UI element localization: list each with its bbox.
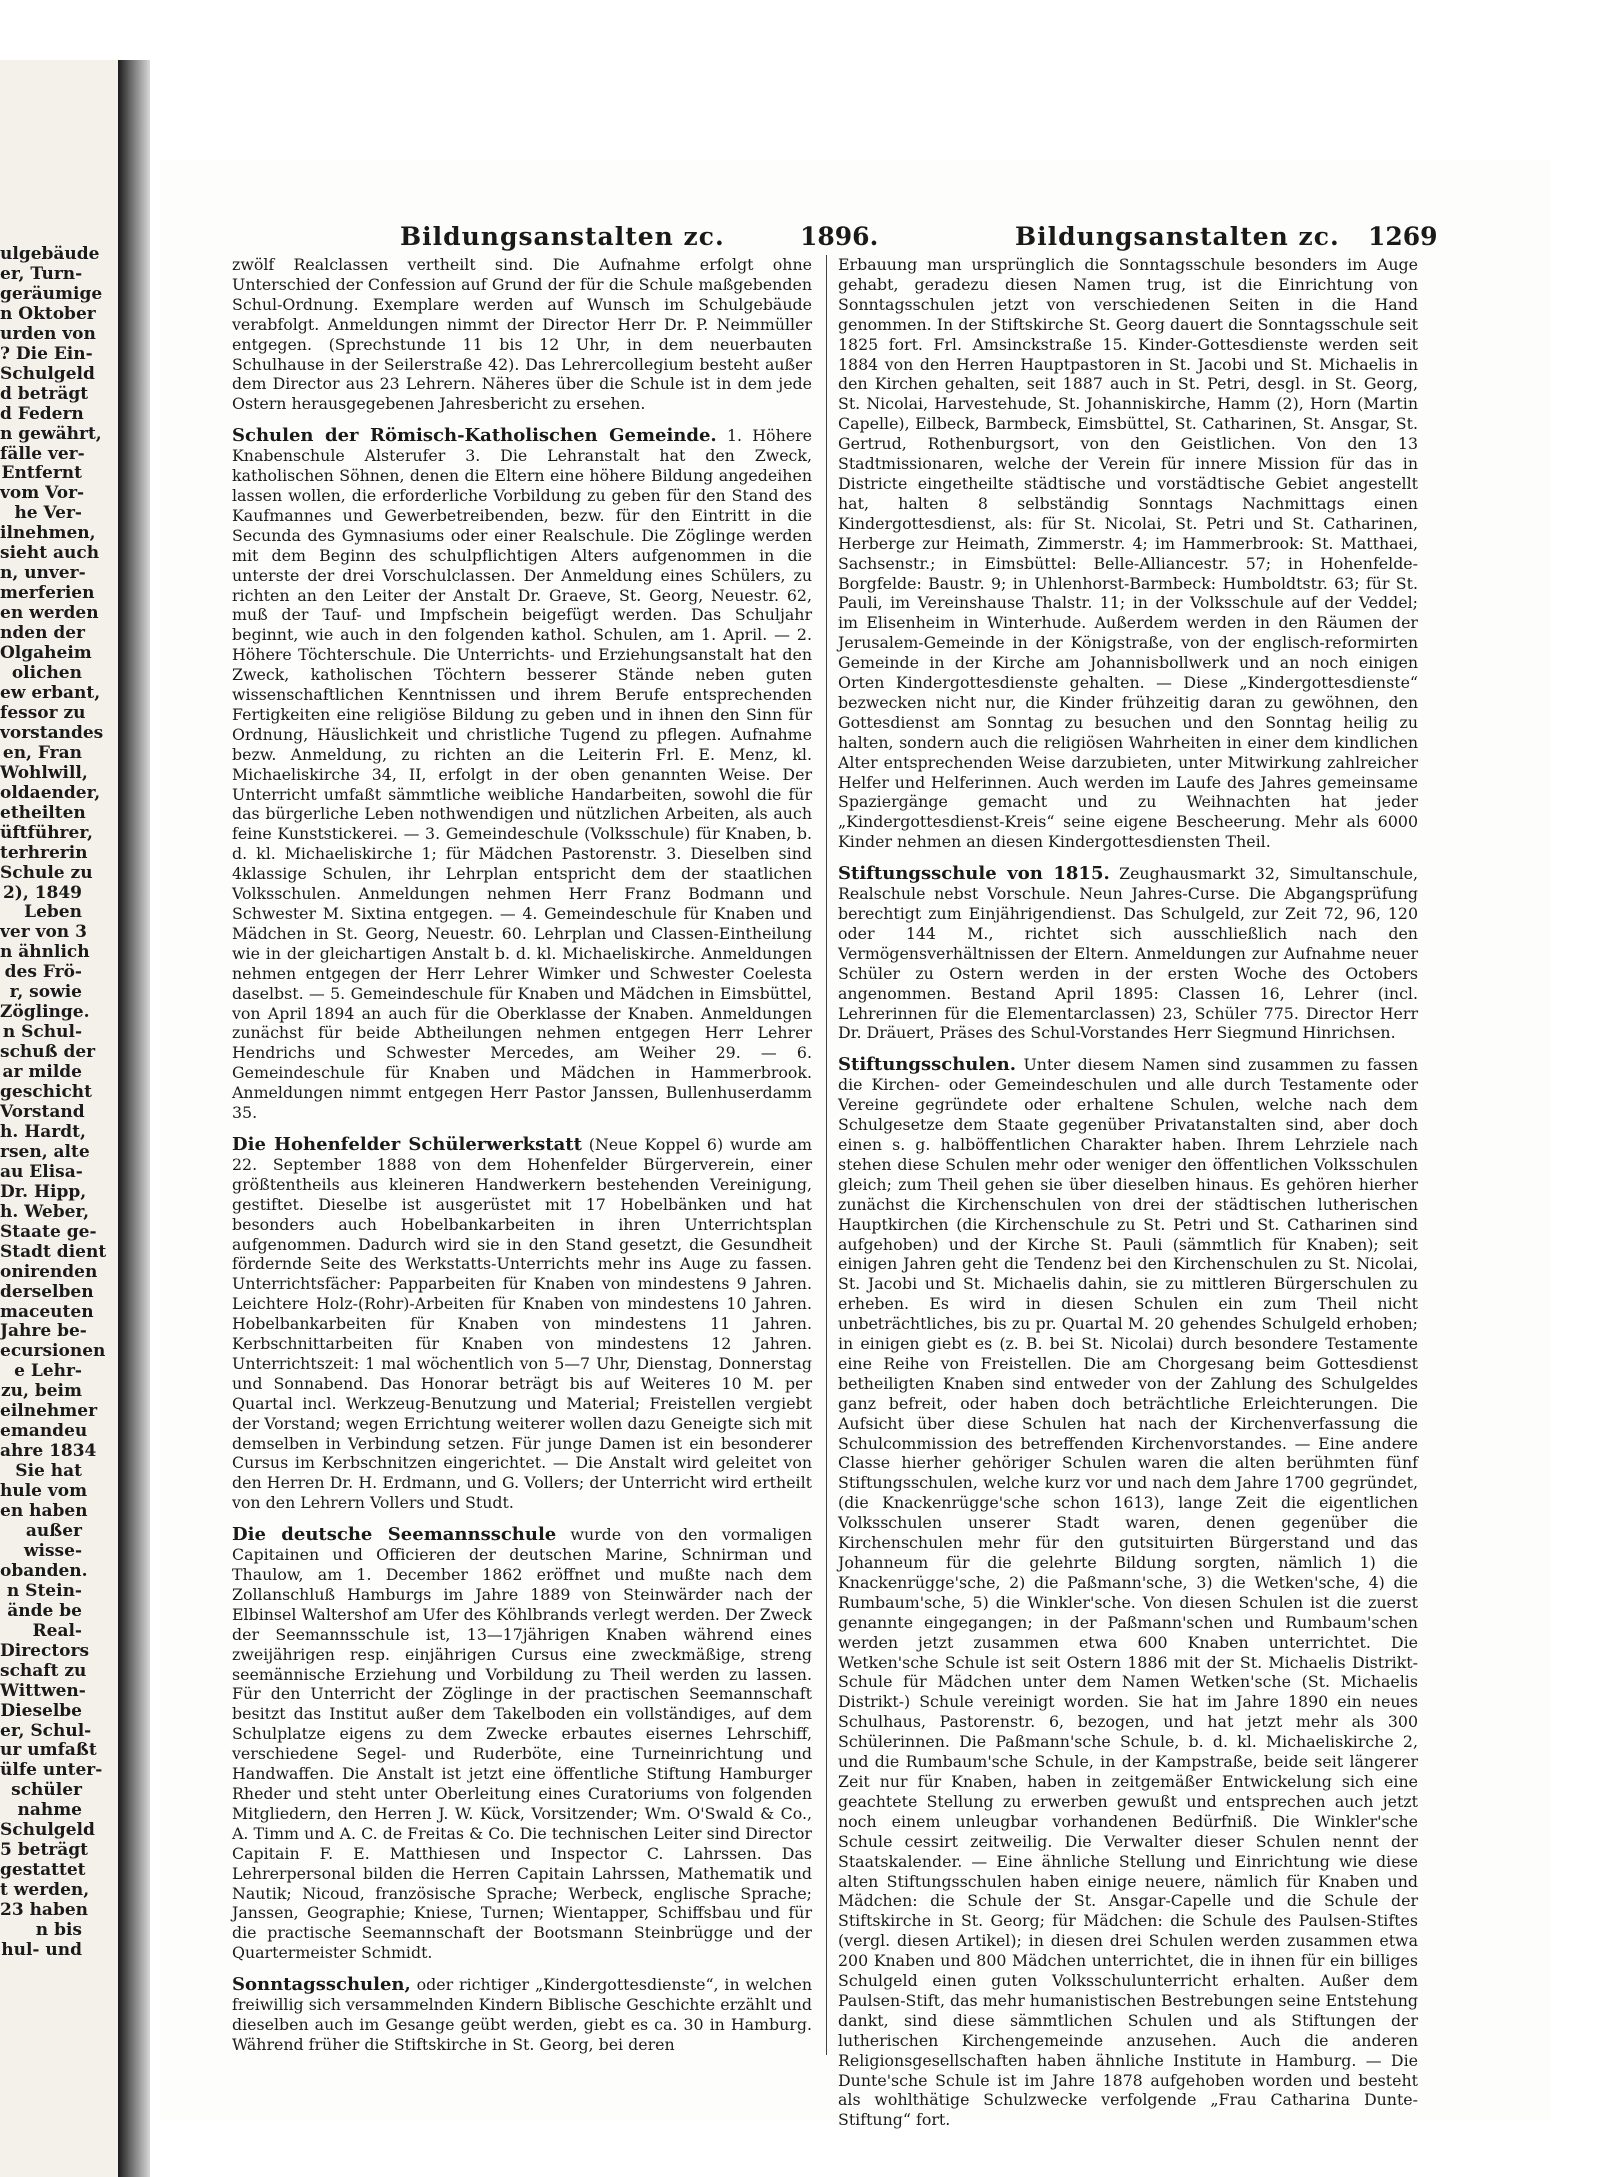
article-body: wurde von den vormaligen Capitainen und Officieren der deutschen Marine, Schnirman und Thaulow, am 1. December 1862 eröffnet und mußte nach dem Zollanschluß Hamburgs im Jahre 1889 von Steinwärder nach der Elbinsel Waltershof am Ufer des Köhlbrands verlegt werden. Der Zweck der Seemannsschule ist, 13—17jährigen Knaben während eines zweijährigen resp. einjährigen Cursus eine zweckmäßige, streng seemännische Erziehung und Vorbildung zu Theil werden zu lassen. Für den Unterricht der Zöglinge in der practischen Seemannschaft besitzt das Institut außer dem Takelboden ein vollständiges, auf dem Schulplatze eigens zu dem Zwecke erbautes eisernes Lehrschiff, verschiedene Segel- und Ruderböte, eine Turneinrichtung und Handwaffen. Die Anstalt ist jetzt eine öffentliche Stiftung Hamburger Rheder und steht unter Oberleitung eines Curatoriums von folgenden Mitgliedern, den Herren J. W. Kück, Vorsitzender; Wm. O'Swald & Co., A. Timm und A. C. de Freitas & Co. Die technischen Leiter sind Director Capitain F. E. Matthiesen und Inspector C. Lahrssen. Das Lehrerpersonal bilden die Herren Capitain Lahrssen, Mathematik und Nautik; Nicoud, französische Sprache; Werbeck, englische Sprache; Janssen, Geographie; Kniese, Turnen; Wientapper, Schiffsbau und für die practische Seemannschaft der Bootsmann Steinbrügge und der Quartermeister Schmidt.	[232, 1525, 812, 1963]
facing-page-line: Leben	[24, 902, 82, 923]
facing-page-line: Schulgeld	[0, 363, 95, 384]
facing-page-line: e Lehr-	[14, 1361, 82, 1382]
article-body: (Neue Koppel 6) wurde am 22. September 1888 von dem Hohenfelder Bürgerverein, einer größtentheils aus kleineren Handwerkern bestehenden Vereinigung, gestiftet. Dieselbe ist ausgerüstet mit 17 Hobelbänken und hat besonders auch Hobelbankarbeiten in ihren Unterrichtsplan aufgenommen. Dadurch wird sie in den Stand gesetzt, die Gesundheit fördernde Seite des Werkstatts-Unterrichts mehr ins Auge zu fassen. Unterrichtsfächer: Papparbeiten für Knaben von mindestens 9 Jahren. Leichtere Holz-(Rohr)-Arbeiten für Knaben von mindestens 10 Jahren. Hobelbankarbeiten für Knaben von mindestens 11 Jahren. Kerbschnittarbeiten für Knaben von mindestens 12 Jahren. Unterrichtszeit: 1 mal wöchentlich von 5—7 Uhr, Dienstag, Donnerstag und Sonnabend. Das Honorar beträgt bis auf Weiteres 10 M. per Quartal incl. Werkzeug-Benutzung und Material; Freistellen vergiebt der Vorstand; wegen Errichtung weiterer wollen dazu Geneigte sich mit demselben in Verbindung setzen. Für junge Damen ist ein besonderer Cursus im Kerbschnitzen eingerichtet. — Die Anstalt wird geleitet von den Herren Dr. H. Erdmann, und G. Vollers; der Unterricht wird ertheilt von den Lehrern Vollers und Studt.	[232, 1134, 812, 1513]
facing-page-line: en, Fran	[2, 742, 82, 763]
facing-page-line: ur umfaßt	[0, 1740, 97, 1761]
facing-page-line: Jahre be-	[0, 1321, 87, 1342]
facing-page-line: Olgaheim	[0, 643, 92, 664]
facing-page-line: n Oktober	[0, 303, 96, 324]
facing-page-line: ülfe unter-	[0, 1760, 103, 1781]
facing-page-line: en werden	[0, 603, 99, 624]
facing-page-line: he Ver-	[14, 503, 82, 524]
facing-page-line: fälle ver-	[0, 443, 85, 464]
article-body: Zeughausmarkt 32, Simultanschule, Realschule nebst Vorschule. Neun Jahres-Curse. Die Abgangsprüfung berechtigt zum Einjährigendienst. Das Schulgeld, zur Zeit 72, 96, 120 oder 144 M., richtet sich ausschließlich nach den Vermögensverhältnissen der Eltern. Anmeldungen zur Aufnahme neuer Schüler zu Ostern werden in der ersten Woche des Octobers angenommen. Bestand April 1895: Classen 16, Lehrer (incl. Lehrerinnen für die Elementarclassen) 23, Schüler 775. Director Herr Dr. Dräuert, Präses des Schul-Vorstandes Herr Siegmund Hinrichsen.	[838, 864, 1418, 1043]
facing-page-line: schüler	[11, 1780, 82, 1801]
facing-page-line: schaft zu	[0, 1660, 87, 1681]
facing-page-line: n Schul-	[2, 1022, 82, 1043]
facing-page-line: fessor zu	[0, 702, 86, 723]
facing-page-line: Dr. Hipp,	[0, 1181, 87, 1202]
facing-page-line: n bis	[35, 1920, 82, 1941]
facing-page-line: Sie hat	[15, 1461, 82, 1482]
facing-page-line: nahme	[17, 1800, 82, 1821]
facing-page-line: h. Hardt,	[0, 1121, 86, 1142]
facing-page-line: ? Die Ein-	[0, 343, 93, 364]
article-heading: Stiftungsschulen.	[838, 1054, 1017, 1076]
facing-page-line: Wohlwill,	[0, 762, 88, 783]
facing-page-line: ahre 1834	[0, 1441, 97, 1462]
facing-page-line: Schule zu	[0, 862, 93, 883]
article-paragraph	[232, 1135, 812, 1513]
facing-page-line: des Frö-	[4, 962, 82, 983]
facing-page-line: 23 haben	[0, 1900, 89, 1921]
article-paragraph	[838, 1055, 1418, 2130]
article-heading: Die deutsche Seemannsschule	[232, 1524, 557, 1546]
facing-page-line: er, Schul-	[0, 1720, 92, 1741]
article-paragraph	[232, 1525, 812, 1963]
facing-page-line: rsen, alte	[0, 1141, 90, 1162]
facing-page-line: hule vom	[0, 1481, 88, 1502]
facing-page-line: sieht auch	[0, 543, 100, 564]
article-body: Unter diesem Namen sind zusammen zu fassen die Kirchen- oder Gemeindeschulen und alle durch Testamente oder Vereine gegründete oder erhaltene Schulen, welche nach dem Schulgesetze dem Staate gegenüber Privatanstalten sind, aber doch einen s. g. halböffentlichen Charakter haben. Ihrem Lehrziele nach stehen diese Schulen mehr oder weniger den öffentlichen Volksschulen gleich; zum Theil gehen sie über dieselben hinaus. Es gehören hierher zunächst die Kirchenschulen von drei der städtischen lutherischen Hauptkirchen (die Kirchenschule zu St. Petri und St. Catharinen sind aufgehoben) und der Kirche St. Pauli (sämmtlich für Knaben); seit einigen Jahren geht die Tendenz bei den Kirchenschulen zu St. Nicolai, St. Jacobi und St. Michaelis dahin, sie zu mittleren Bürgerschulen zu erheben. Es wird in diesen Schulen ein zum Theil nicht unbeträchtliches, bis zu pr. Quartal M. 20 gehendes Schulgeld erhoben; in einigen giebt es (z. B. bei St. Nicolai) durch besondere Testamente eine Reihe von Freistellen. Die am Chorgesang beim Gottesdienst betheiligten Knaben sind entweder von der Zahlung des Schulgeldes ganz befreit, oder haben doch beträchtliche Erleichterungen. Die Aufsicht über diese Schulen hat nach der Kirchenverfassung die Schulcommission des betreffenden Kirchenvorstandes. — Eine andere Classe hierher gehöriger Schulen waren die alten berühmten fünf Stiftungsschulen, welche kurz vor und nach dem Jahre 1700 gegründet, (die Knackenrügge'sche schon 1613), lange Zeit die eigentlichen Volksschulen unserer Stadt waren, denen gegenüber die Kirchenschulen mehr für den gutsituirten Bürgerstand und das Johanneum für die gelehrte Bildung sorgten, nämlich 1) die Knackenrügge'sche, 2) die Paßmann'sche, 3) die Wetken'sche, 4) die Rumbaum'sche, 5) die Winkler'sche. Von diesen Schulen ist die zuerst genannte eingegangen; in der Paßmann'schen und Rumbaum'schen werden jetzt zusammen etwa 600 Knaben unterrichtet. Die Wetken'sche Schule ist seit Ostern 1886 mit der St. Michaelis Distrikt-Schule für Mädchen unter dem Namen Wetken'sche (St. Michaelis Distrikt-) Schule vereinigt worden. Sie hat im Jahre 1890 ein neues Schulhaus, Pastorenstr. 6, bezogen, und hat jetzt mehr als 300 Schülerinnen. Die Paßmann'sche Schule, b. d. kl. Michaeliskirche 2, und die Rumbaum'sche Schule, in der Kampstraße, beide seit längerer Zeit nur für Knaben, haben in zeitgemäßer Entwickelung sich eine geachtete Stellung zu erwerben gewußt und entsprechen auch jetzt noch einem unleugbar vorhandenen Bedürfniß. Die Winkler'sche Schule cessirt zeitweilig. Die Verwalter dieser Schulen nennt der Staatskalender. — Eine ähnliche Stellung und Einrichtung wie diese alten Stiftungsschulen haben einige neuere, nämlich für Knaben und Mädchen: die Schule der St. Ansgar-Capelle und die Schule der Stiftskirche in St. Georg; für Mädchen: die Schule des Paulsen-Stiftes (vergl. diesen Artikel); in diesen drei Schulen werden zusammen etwa 200 Knaben und 800 Mädchen unterrichtet, die in ihnen für ein billiges Schulgeld einen guten Volksschulunterricht erhalten. Außer dem Paulsen-Stift, das mehr humanistischen Bestrebungen seine Entstehung dankt, sind diese sämmtlichen Schulen und als Stiftungen der lutherischen Kirchengemeinde anzusehen. Auch die anderen Religionsgesellschaften haben ähnliche Institute in Hamburg. — Die Dunte'sche Schule ist im Jahre 1878 aufgehoben worden und besteht als wohlthätige Schulzwecke verfolgende „Frau Catharina Dunte-Stiftung“ fort.	[838, 1055, 1418, 2130]
article-heading: Die Hohenfelder Schülerwerkstatt	[232, 1133, 582, 1155]
article-body: 1. Höhere Knabenschule Alsterufer 3. Die Lehranstalt hat den Zweck, katholischen Söhnen, denen die Eltern eine höhere Bildung angedeihen lassen wollen, die erforderliche Vorbildung zu geben für den Stand des Kaufmannes und Gewerbetreibenden, bezw. für den Eintritt in die Secunda des Gymnasiums oder einer Realschule. Die Zöglinge werden mit dem Beginn des schulpflichtigen Alters aufgenommen in die unterste der drei Vorschulclassen. Der Anmeldung eines Schülers, zu richten an den Leiter der Anstalt Dr. Graeve, St. Georg, Neuestr. 62, muß der Tauf- und Impfschein beigefügt werden. Das Schuljahr beginnt, wie auch in den folgenden kathol. Schulen, am 1. April. — 2. Höhere Töchterschule. Die Unterrichts- und Erziehungsanstalt hat den Zweck, katholischen Töchtern besserer Stände neben guten wissenschaftlichen Kenntnissen und ihrem Berufe entsprechenden Fertigkeiten eine religiöse Bildung zu geben und in ihnen den Sinn für Ordnung, Häuslichkeit und christliche Tugend zu pflegen. Aufnahme bezw. Anmeldung, zu richten an die Leiterin Frl. E. Menz, kl. Michaeliskirche 34, II, erfolgt in der oben genannten Weise. Der Unterricht umfaßt sämmtliche weibliche Handarbeiten, sowohl die für das bürgerliche Leben nothwendigen und nützlichen Arbeiten, als auch feine Kunststickerei. — 3. Gemeindeschule (Volksschule) für Knaben, b. d. kl. Michaeliskirche 1; für Mädchen Pastorenstr. 3. Dieselben sind 4klassige Schulen, ihr Lehrplan entspricht dem der staatlichen Volksschulen. Anmeldungen nehmen Herr Franz Bodmann und Schwester M. Sixtina entgegen. — 4. Gemeindeschule für Knaben und Mädchen in St. Georg, Neuestr. 60. Lehrplan und Classen-Eintheilung wie in der gleichartigen Anstalt b. d. kl. Michaeliskirche. Anmeldungen nehmen entgegen der Herr Lehrer Wimker und Schwester Coelesta daselbst. — 5. Gemeindeschule für Knaben und Mädchen in Eimsbüttel, von April 1894 an auch für die Oberklasse der Knaben. Anmeldungen zunächst für beide Abtheilungen nehmen entgegen Herr Lehrer Hendrichs und Schwester Mercedes, am Weiher 29. — 6. Gemeindeschule für Knaben und Mädchen in Hammerbrook. Anmeldungen nimmt entgegen Herr Pastor Janssen, Bullenhuserdamm 35.	[232, 426, 812, 1123]
left-text-column	[232, 255, 812, 2105]
facing-page-line: Staate ge-	[0, 1221, 97, 1242]
scan-top-margin	[0, 0, 1600, 60]
facing-page-line: Vorstand	[0, 1101, 85, 1122]
facing-page-line: Real-	[32, 1620, 82, 1641]
facing-page-line: vom Vor-	[0, 483, 85, 504]
book-gutter-shadow	[118, 60, 150, 2177]
facing-page-line: wisse-	[23, 1540, 82, 1561]
facing-page-line: oldaender,	[0, 782, 101, 803]
facing-page-line: Directors	[0, 1640, 90, 1661]
facing-page-line: n ähnlich	[0, 942, 90, 963]
facing-page-line: schuß der	[0, 1042, 96, 1063]
facing-page-line: Entfernt	[1, 463, 82, 484]
facing-page-line: zu, beim	[1, 1381, 82, 1402]
facing-page-line: onirenden	[0, 1261, 98, 1282]
article-paragraph	[232, 426, 812, 1123]
facing-page-line: vorstandes	[0, 722, 104, 743]
facing-page-line: maceuten	[0, 1301, 94, 1322]
facing-page-line: olichen	[11, 663, 82, 684]
facing-page-line: Schulgeld	[0, 1820, 95, 1841]
facing-page-line: ilnehmen,	[0, 523, 96, 544]
facing-page-line: Dieselbe	[0, 1700, 82, 1721]
facing-page-line: n Stein-	[6, 1580, 82, 1601]
article-heading: Schulen der Römisch-Katholischen Gemeinde.	[232, 425, 717, 447]
facing-page-line: 2), 1849	[2, 882, 82, 903]
facing-page-line: ew erbant,	[0, 682, 101, 703]
facing-page-line: ände be	[7, 1600, 82, 1621]
running-year: 1896.	[800, 222, 879, 251]
facing-page-line: urden von	[0, 323, 96, 344]
facing-page-line: derselben	[0, 1281, 94, 1302]
facing-page-line: Stadt dient	[0, 1241, 107, 1262]
running-header	[200, 222, 1438, 258]
facing-page-line: d beträgt	[0, 383, 89, 404]
facing-page-text-fragment	[0, 244, 107, 2115]
article-paragraph	[232, 1975, 812, 2055]
article-body: Erbauung man ursprünglich die Sonntagsschule besonders im Auge gehabt, geradezu diesen Namen trug, ist die Einrichtung von Sonntagsschulen jetzt von verschiedenen Seiten in die Hand genommen. In der Stiftskirche St. Georg dauert die Sonntagsschule seit 1825 fort. Frl. Amsinckstraße 15. Kinder-Gottesdienste werden seit 1884 von den Herren Hauptpastoren in St. Jacobi und St. Michaelis in den Kirchen gehalten, seit 1887 auch in St. Petri, desgl. in St. Georg, St. Nicolai, Harvestehude, St. Johanniskirche, Hamm (2), Horn (Martin Capelle), Eilbeck, Barmbeck, Eimsbüttel, St. Catharinen, St. Ansgar, St. Gertrud, Rothenburgsort, von den Geistlichen. Von den 13 Stadtmissionaren, welche der Verein für innere Mission für das in Districte eingetheilte städtische und vorstädtische Gebiet angestellt hat, halten 8 selbständig Sonntags Nachmittags einen Kindergottesdienst, als: für St. Nicolai, St. Petri und St. Catharinen, Herberge zur Heimath, Zimmerstr. 4; im Hammerbrook: St. Matthaei, Sachsenstr.; in Eimsbüttel: Belle-Alliancestr. 57; in Hohenfelde-Borgfelde: Baustr. 9; in Uhlenhorst-Barmbeck: Humboldtstr. 63; für St. Pauli, im Vereinshause Thalstr. 11; in der Volksschule auf der Veddel; im Elisenheim in Winterhude. Außerdem werden in den Räumen der Jerusalem-Gemeinde in der Königstraße, von der englisch-reformirten Gemeinde in der Kirche am Johannisbollwerk und an noch einigen Orten Kindergottesdienste gehalten. — Diese „Kindergottesdienste“ bezwecken nicht nur, die Kinder frühzeitig daran zu gewöhnen, den Gottesdienst am Sonntag zu besuchen und den Sonntag heilig zu halten, sondern auch die religiösen Wahrheiten in einer dem kindlichen Alter entsprechenden Weise darzubieten, unter Mitwirkung zahlreicher Helfer und Helferinnen. Auch werden im Laufe des Jahres gemeinsame Spaziergänge gemacht und zu Weihnachten hat jeder „Kindergottesdienst-Kreis“ seine eigene Bescheerung. Mehr als 6000 Kinder nehmen an diesen Kindergottesdiensten Theil.	[838, 255, 1418, 852]
facing-page-line: er, Turn-	[0, 263, 83, 284]
article-paragraph	[838, 255, 1418, 852]
facing-page-line: nden der	[0, 623, 85, 644]
facing-page-line: hul- und	[1, 1940, 82, 1961]
facing-page-line: d Federn	[0, 403, 84, 424]
article-paragraph	[232, 255, 812, 414]
facing-page-line: r, sowie	[9, 982, 82, 1003]
facing-page-line: Zöglinge.	[0, 1002, 90, 1023]
article-heading: Stiftungsschule von 1815.	[838, 863, 1110, 885]
article-heading: Sonntagsschulen,	[232, 1974, 411, 1996]
right-text-column	[838, 255, 1418, 2130]
article-paragraph	[838, 864, 1418, 1043]
facing-page-line: au Elisa-	[0, 1161, 83, 1182]
facing-page-line: außer	[25, 1521, 82, 1541]
article-body: zwölf Realclassen vertheilt sind. Die Aufnahme erfolgt ohne Unterschied der Confession auf Grund der für die Schule maßgebenden Schul-Ordnung. Exemplare werden auf Wunsch im Schulgebäude verabfolgt. Anmeldungen nimmt der Director Herr Dr. P. Neimmüller entgegen. (Sprechstunde 11 bis 12 Uhr, in dem neuerbauten Schulhause in der Seilerstraße 42). Das Lehrercollegium besteht außer dem Director aus 23 Lehrern. Näheres über die Schule ist in dem jede Ostern herausgegebenen Jahresbericht zu ersehen.	[232, 255, 812, 414]
running-title-left: Bildungsanstalten zc.	[400, 222, 725, 251]
facing-page-line: n, unver-	[0, 563, 86, 584]
facing-page-line: ulgebäude	[0, 244, 100, 264]
facing-page-line: ver von 3	[0, 922, 87, 943]
facing-page-line: üftführer,	[0, 822, 93, 843]
facing-page-line: t werden,	[0, 1880, 90, 1901]
facing-page-line: gestattet	[0, 1860, 86, 1881]
facing-page-line: en haben	[0, 1501, 88, 1522]
facing-page-line: ecursionen	[0, 1341, 106, 1362]
facing-page-line: geschicht	[0, 1082, 93, 1103]
facing-page-line: n gewährt,	[0, 423, 102, 444]
facing-page-line: ar milde	[2, 1062, 82, 1083]
column-divider	[826, 255, 827, 2055]
facing-page-line: geräumige	[0, 283, 103, 304]
page-number: 1269	[1368, 222, 1438, 251]
facing-page-line: 5 beträgt	[0, 1840, 89, 1861]
facing-page-line: Wittwen-	[0, 1680, 86, 1701]
facing-page-line: eilnehmer	[0, 1401, 98, 1422]
facing-page-line: merferien	[0, 583, 95, 604]
facing-page-line: etheilten	[0, 802, 86, 823]
facing-page-line: obanden.	[0, 1560, 88, 1581]
article-body: oder richtiger „Kindergottesdienste“, in welchen freiwillig sich versammelnden Kindern Biblische Geschichte erzählt und dieselben auch im Gesange geübt werden, giebt es ca. 30 in Hamburg. Während früher die Stiftskirche in St. Georg, bei deren	[232, 1975, 812, 2054]
facing-page-line: terhrerin	[0, 842, 88, 863]
facing-page-line: h. Weber,	[0, 1201, 90, 1222]
running-title-right: Bildungsanstalten zc.	[1015, 222, 1340, 251]
facing-page-line: emandeu	[0, 1421, 88, 1442]
